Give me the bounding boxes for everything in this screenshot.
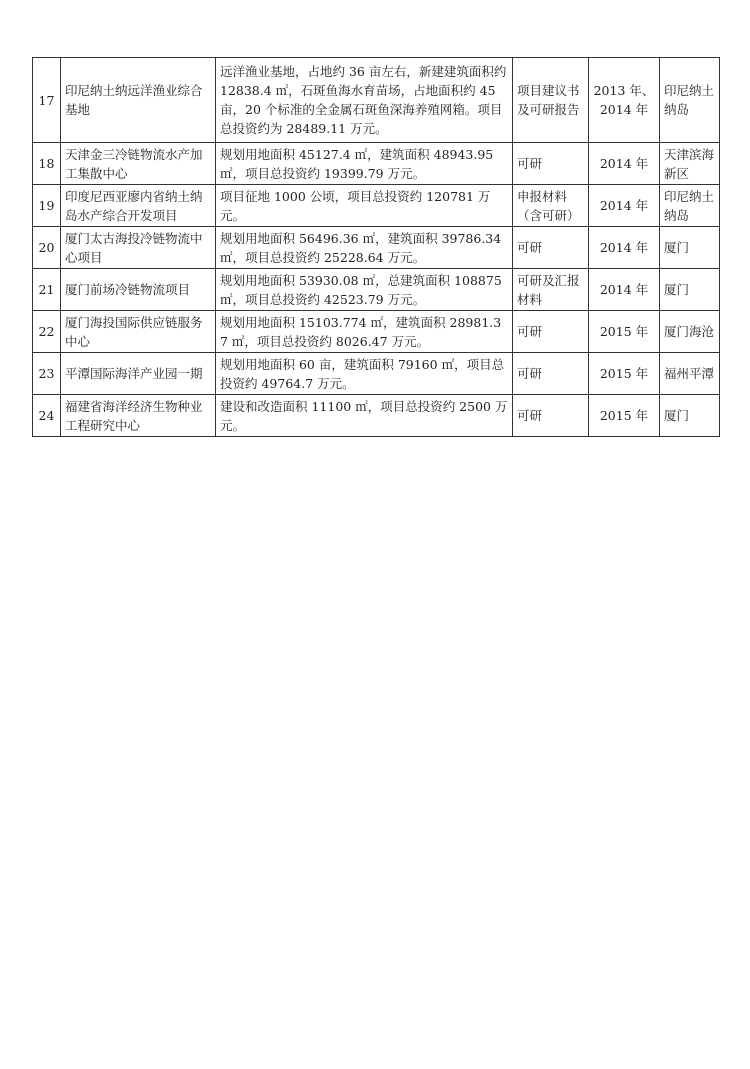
project-name: 印尼纳土纳远洋渔业综合基地 [61,58,216,143]
project-year: 2015 年 [589,353,660,395]
project-name: 厦门前场冷链物流项目 [61,269,216,311]
table-row [33,269,720,311]
project-location: 天津滨海新区 [660,143,720,185]
project-location: 印尼纳土纳岛 [660,185,720,227]
project-year: 2015 年 [589,395,660,437]
project-year: 2013 年、2014 年 [589,58,660,143]
project-name: 印度尼西亚廖内省纳土纳岛水产综合开发项目 [61,185,216,227]
table-row [33,58,720,143]
project-name: 福建省海洋经济生物种业工程研究中心 [61,395,216,437]
document-type: 可研 [513,353,589,395]
project-description: 规划用地面积 45127.4 ㎡，建筑面积 48943.95 ㎡，项目总投资约 19399.79 万元。 [216,143,513,185]
table-row [33,353,720,395]
project-description: 规划用地面积 53930.08 ㎡，总建筑面积 108875 ㎡，项目总投资约 42523.79 万元。 [216,269,513,311]
project-description: 规划用地面积 15103.774 ㎡，建筑面积 28981.37 ㎡，项目总投资约 8026.47 万元。 [216,311,513,353]
project-name: 厦门太古海投冷链物流中心项目 [61,227,216,269]
document-type: 可研 [513,395,589,437]
project-year: 2015 年 [589,311,660,353]
project-description: 规划用地面积 56496.36 ㎡，建筑面积 39786.34 ㎡，项目总投资约 25228.64 万元。 [216,227,513,269]
project-description: 规划用地面积 60 亩，建筑面积 79160 ㎡，项目总投资约 49764.7 万元。 [216,353,513,395]
row-number: 20 [33,227,61,269]
table-row [33,143,720,185]
project-location: 厦门 [660,395,720,437]
project-description: 项目征地 1000 公顷，项目总投资约 120781 万元。 [216,185,513,227]
project-location: 厦门 [660,227,720,269]
project-location: 厦门海沧 [660,311,720,353]
project-year: 2014 年 [589,143,660,185]
table-row [33,311,720,353]
row-number: 21 [33,269,61,311]
project-location: 印尼纳土纳岛 [660,58,720,143]
document-type: 可研 [513,311,589,353]
document-type: 可研及汇报材料 [513,269,589,311]
project-name: 厦门海投国际供应链服务中心 [61,311,216,353]
table-row [33,227,720,269]
project-table [32,57,720,437]
project-name: 平潭国际海洋产业园一期 [61,353,216,395]
table-row [33,185,720,227]
project-year: 2014 年 [589,227,660,269]
row-number: 19 [33,185,61,227]
document-type: 可研 [513,227,589,269]
project-year: 2014 年 [589,269,660,311]
document-type: 可研 [513,143,589,185]
project-year: 2014 年 [589,185,660,227]
project-location: 福州平潭 [660,353,720,395]
row-number: 24 [33,395,61,437]
project-table-body [33,58,720,437]
project-description: 远洋渔业基地，占地约 36 亩左右，新建建筑面积约 12838.4 ㎡，石斑鱼海水育苗场，占地面积约 45 亩，20 个标准的全金属石斑鱼深海养殖网箱。项目总投资约为 28489.11 万元。 [216,58,513,143]
row-number: 22 [33,311,61,353]
project-description: 建设和改造面积 11100 ㎡，项目总投资约 2500 万元。 [216,395,513,437]
document-type: 项目建议书及可研报告 [513,58,589,143]
table-row [33,395,720,437]
document-type: 申报材料（含可研） [513,185,589,227]
row-number: 18 [33,143,61,185]
project-location: 厦门 [660,269,720,311]
row-number: 17 [33,58,61,143]
row-number: 23 [33,353,61,395]
project-name: 天津金三冷链物流水产加工集散中心 [61,143,216,185]
